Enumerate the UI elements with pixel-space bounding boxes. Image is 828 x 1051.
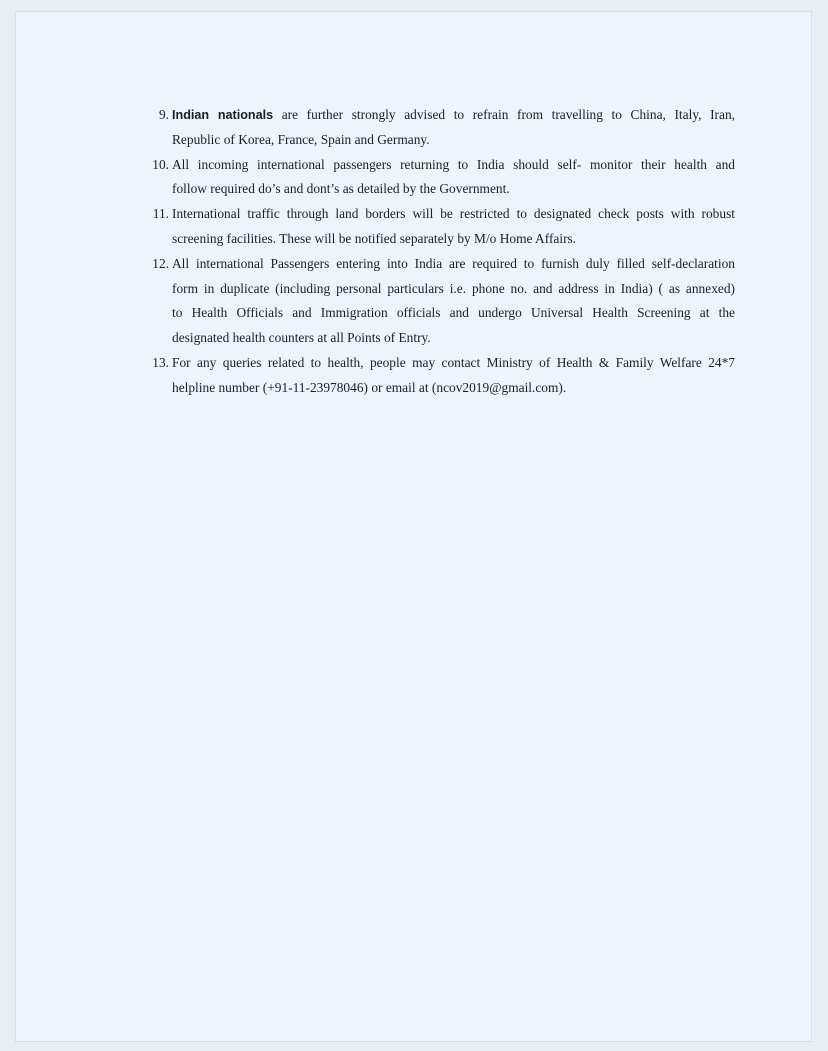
text-line	[172, 103, 735, 128]
text-line: International traffic through land borders will be restricted to designated check posts with robust	[172, 206, 735, 222]
bold-phrase: Indian nationals	[172, 108, 274, 122]
document-page	[15, 11, 812, 1042]
text-line: form in duplicate (including personal particulars i.e. phone no. and address in India) ( as annexed)	[172, 280, 735, 296]
text-line-rest: are further strongly advised to refrain from travelling to China, Italy, Iran,	[273, 107, 735, 122]
text-line: All incoming international passengers returning to India should self- monitor their health and	[172, 156, 735, 172]
list-item-13	[133, 351, 735, 401]
list-item-11	[133, 202, 735, 252]
text-line: screening facilities. These will be notified separately by M/o Home Affairs.	[172, 230, 577, 246]
list-item-12	[133, 252, 735, 351]
item-number: 10.	[152, 156, 169, 172]
item-number: 12.	[152, 255, 169, 271]
text-line: to Health Officials and Immigration officials and undergo Universal Health Screening at the	[172, 305, 735, 321]
advisory-list	[133, 103, 735, 401]
list-item-9	[133, 103, 735, 153]
item-number: 9.	[158, 107, 169, 122]
text-line: helpline number (+91-11-23978046) or email at (ncov2019@gmail.com).	[172, 379, 567, 395]
text-line: follow required do’s and dont’s as detailed by the Government.	[172, 181, 510, 197]
text-line: All international Passengers entering into India are required to furnish duly filled self-declaration	[172, 255, 735, 271]
list-item-10	[133, 153, 735, 203]
text-line: Republic of Korea, France, Spain and Germany.	[172, 131, 430, 147]
text-line: For any queries related to health, people may contact Ministry of Health & Family Welfare 24*7	[172, 354, 735, 370]
item-number: 13.	[152, 354, 169, 370]
item-number: 11.	[152, 206, 169, 222]
text-line: designated health counters at all Points of Entry.	[172, 330, 431, 346]
